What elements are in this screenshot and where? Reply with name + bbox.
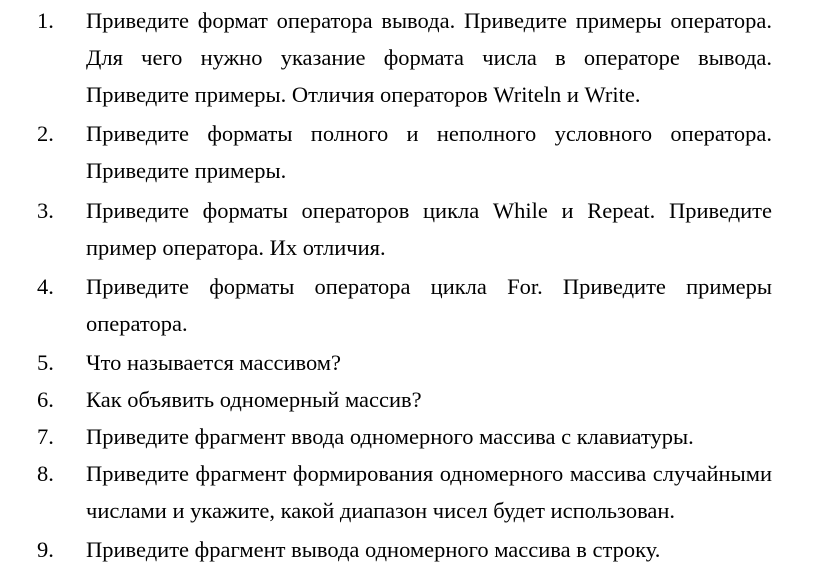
question-number-9: 9. bbox=[37, 537, 54, 562]
question-item-8 bbox=[0, 455, 816, 529]
question-item-7 bbox=[0, 418, 816, 455]
question-item-9 bbox=[0, 531, 816, 568]
question-number-8: 8. bbox=[37, 461, 54, 486]
question-text-7: Приведите фрагмент ввода одномерного массива с клавиатуры. bbox=[86, 424, 694, 449]
question-text-9: Приведите фрагмент вывода одномерного массива в строку. bbox=[86, 537, 661, 562]
question-item-4 bbox=[0, 268, 816, 342]
question-text-5: Что называется массивом? bbox=[86, 350, 342, 375]
question-text-4: Приведите форматы оператора цикла For. Приведите примеры оператора. bbox=[86, 274, 772, 336]
question-number-2: 2. bbox=[37, 121, 54, 146]
question-number-3: 3. bbox=[37, 198, 54, 223]
question-number-4: 4. bbox=[37, 274, 54, 299]
question-item-1 bbox=[0, 2, 816, 113]
question-item-5 bbox=[0, 344, 816, 381]
question-text-6: Как объявить одномерный массив? bbox=[86, 387, 422, 412]
question-number-6: 6. bbox=[37, 387, 54, 412]
question-text-8: Приведите фрагмент формирования одномерного массива случайными числами и укажите, какой диапазон чисел будет использован. bbox=[86, 461, 772, 523]
question-number-1: 1. bbox=[37, 8, 54, 33]
question-item-6 bbox=[0, 381, 816, 418]
question-text-3: Приведите форматы операторов цикла While и Repeat. Приведите пример оператора. Их отличия. bbox=[86, 198, 772, 260]
question-number-7: 7. bbox=[37, 424, 54, 449]
question-text-1: Приведите формат оператора вывода. Приведите примеры оператора. Для чего нужно указание формата числа в операторе вывода. Приведите примеры. Отличия операторов Writeln и Write. bbox=[86, 8, 772, 107]
question-text-2: Приведите форматы полного и неполного условного оператора. Приведите примеры. bbox=[86, 121, 772, 183]
question-item-3 bbox=[0, 192, 816, 266]
question-number-5: 5. bbox=[37, 350, 54, 375]
question-item-2 bbox=[0, 115, 816, 189]
question-list bbox=[0, 2, 816, 568]
